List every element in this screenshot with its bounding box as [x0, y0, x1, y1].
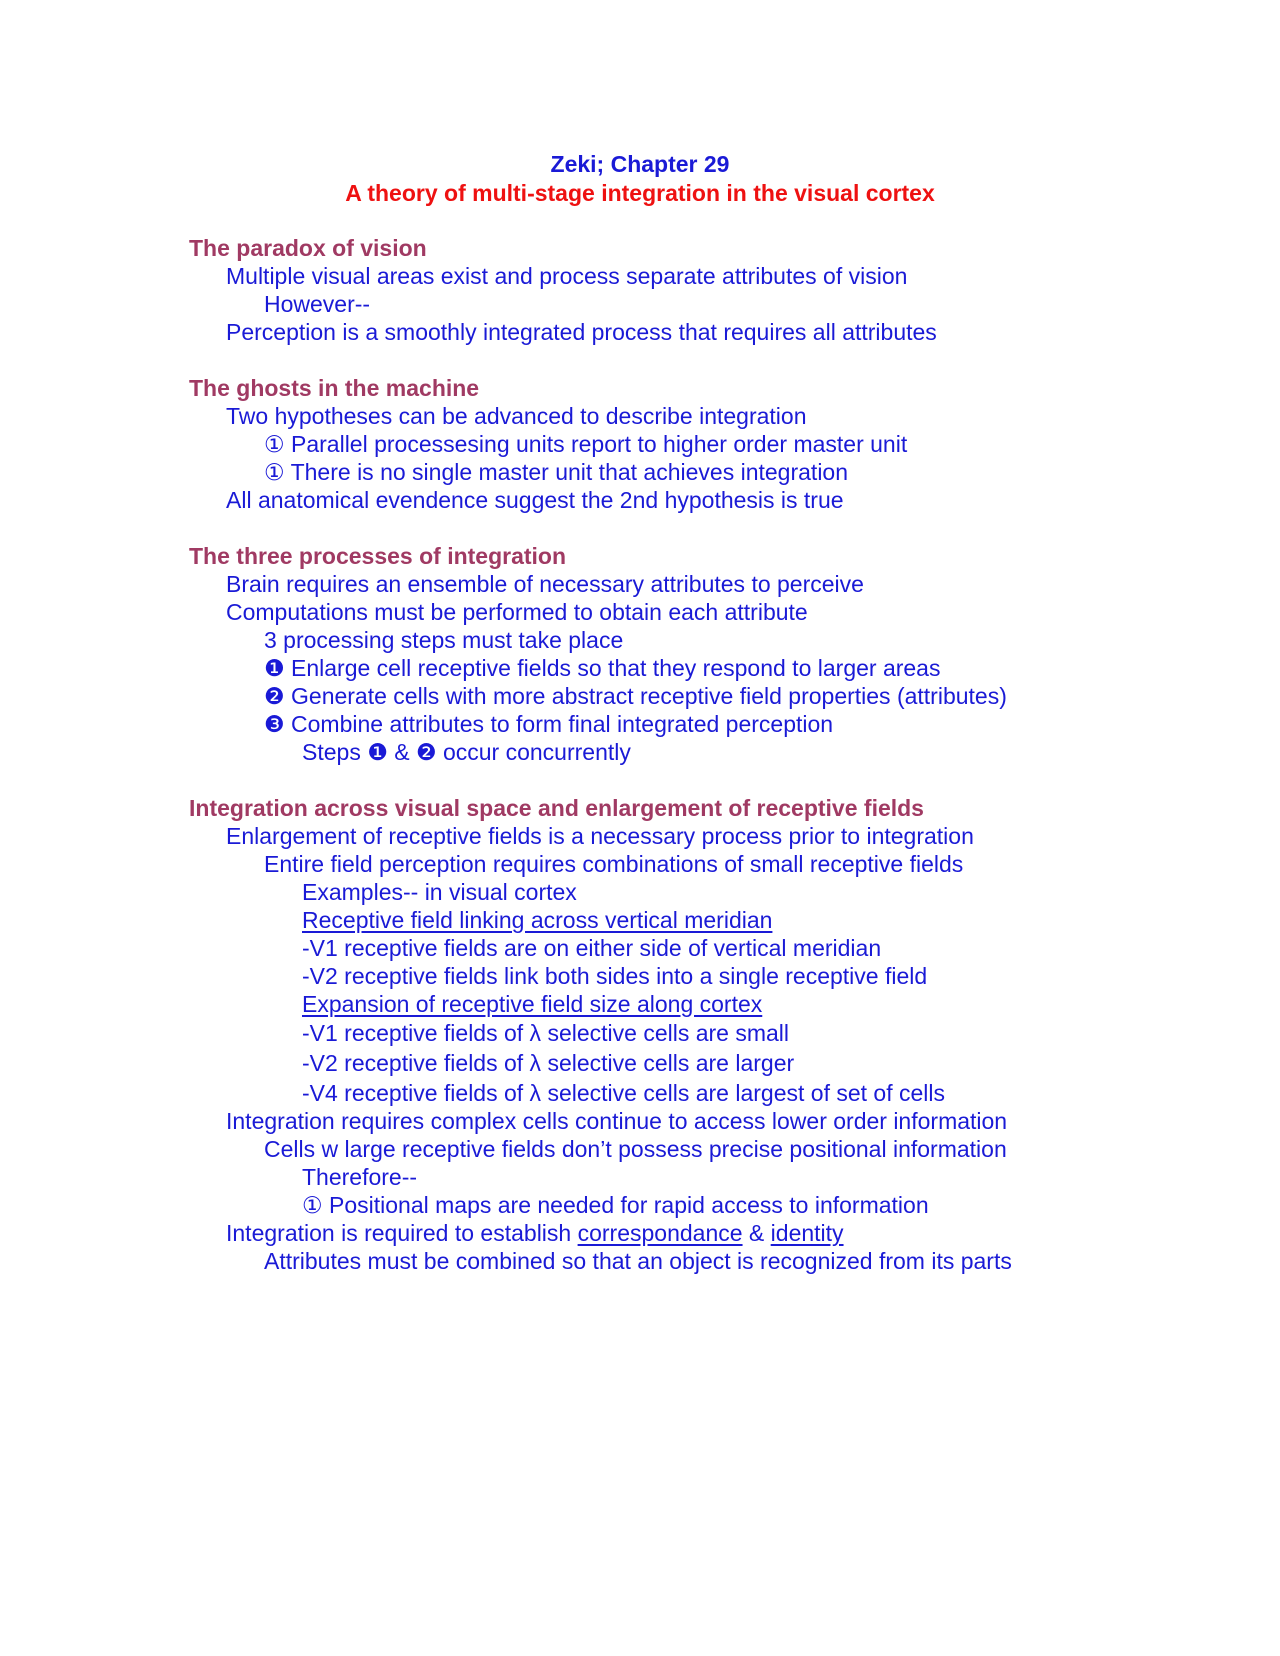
text-line: Cells w large receptive fields don’t possess precise positional information — [264, 1136, 1007, 1162]
list-item: ❸ Combine attributes to form final integrated perception — [264, 711, 834, 737]
text-line: Perception is a smoothly integrated process that requires all attributes — [226, 319, 937, 345]
section-heading-integration: Integration across visual space and enlargement of receptive fields — [189, 795, 924, 821]
text-line: Enlargement of receptive fields is a necessary process prior to integration — [226, 823, 974, 849]
text-line: Steps ❶ & ❷ occur concurrently — [302, 739, 631, 765]
text-line: Multiple visual areas exist and process separate attributes of vision — [226, 263, 908, 289]
subheading-underlined: Receptive field linking across vertical meridian — [302, 907, 773, 933]
text-line: Attributes must be combined so that an object is recognized from its parts — [264, 1248, 1012, 1274]
text-line: -V2 receptive fields of λ selective cells are larger — [302, 1050, 795, 1076]
subheading-underlined: Expansion of receptive field size along cortex — [302, 991, 763, 1017]
list-item: ① Positional maps are needed for rapid access to information — [302, 1192, 929, 1218]
list-item: ① There is no single master unit that achieves integration — [264, 459, 849, 485]
text-line: -V1 receptive fields are on either side of vertical meridian — [302, 935, 882, 961]
section-heading-three-processes: The three processes of integration — [189, 543, 567, 569]
text-line: Entire field perception requires combinations of small receptive fields — [264, 851, 964, 877]
text-line: Examples-- in visual cortex — [302, 879, 577, 905]
text-line: Integration requires complex cells continue to access lower order information — [226, 1108, 1008, 1134]
text-line: Brain requires an ensemble of necessary attributes to perceive — [226, 571, 864, 597]
section-heading-ghosts: The ghosts in the machine — [189, 375, 480, 401]
text-line: However-- — [264, 291, 371, 317]
text-line-identity — [226, 1219, 844, 1247]
section-heading-paradox: The paradox of vision — [189, 235, 427, 261]
identity-joiner: & — [742, 1220, 771, 1246]
text-line: All anatomical evendence suggest the 2nd hypothesis is true — [226, 487, 844, 513]
text-line: 3 processing steps must take place — [264, 627, 624, 653]
list-item: ❶ Enlarge cell receptive fields so that they respond to larger areas — [264, 655, 941, 681]
text-line: Two hypotheses can be advanced to describe integration — [226, 403, 807, 429]
page-title: Zeki; Chapter 29 — [550, 151, 730, 177]
text-line: -V2 receptive fields link both sides into a single receptive field — [302, 963, 928, 989]
page-subtitle: A theory of multi-stage integration in the visual cortex — [345, 180, 935, 206]
term-correspondance: correspondance — [577, 1220, 743, 1246]
text-line: Therefore-- — [302, 1164, 418, 1190]
text-line: Computations must be performed to obtain each attribute — [226, 599, 808, 625]
list-item: ① Parallel processesing units report to higher order master unit — [264, 431, 908, 457]
text-line: -V1 receptive fields of λ selective cells are small — [302, 1020, 790, 1046]
term-identity: identity — [770, 1220, 844, 1246]
identity-prefix: Integration is required to establish — [226, 1220, 578, 1246]
text-line: -V4 receptive fields of λ selective cells are largest of set of cells — [302, 1080, 946, 1106]
list-item: ❷ Generate cells with more abstract receptive field properties (attributes) — [264, 683, 1007, 709]
